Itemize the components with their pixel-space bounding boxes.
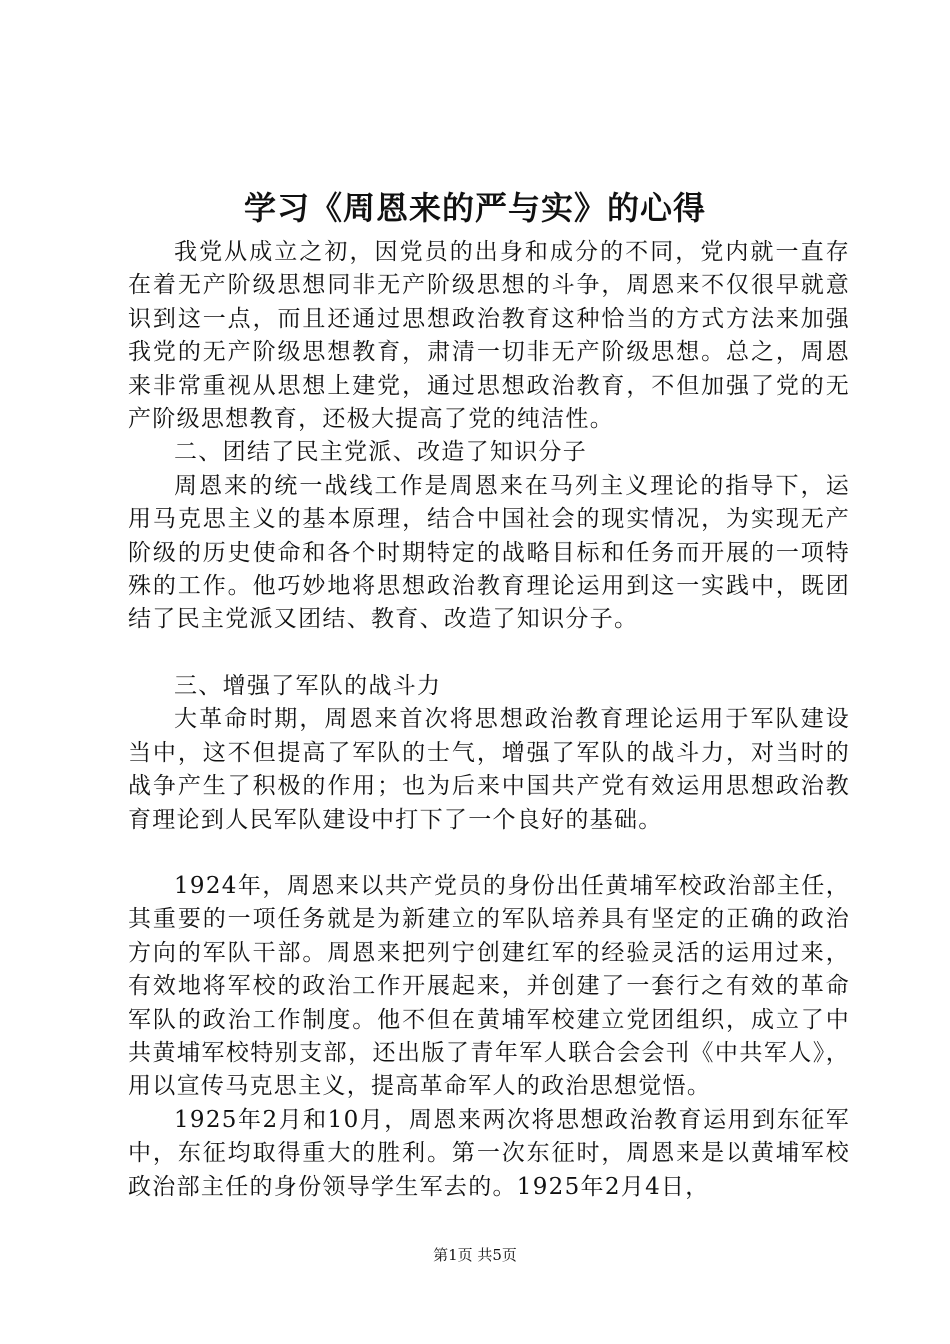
document-body	[128, 236, 850, 1204]
paragraph-eastern-expedition: 1925年2月和10月，周恩来两次将思想政治教育运用到东征军中，东征均取得重大的胜利。第一次东征时，周恩来是以黄埔军校政治部主任的身份领导学生军去的。1925年2月4日，	[128, 1106, 850, 1200]
paragraph-gap	[128, 637, 850, 670]
paragraph-united-front: 周恩来的统一战线工作是周恩来在马列主义理论的指导下，运用马克思主义的基本原理，结合中国社会的现实情况，为实现无产阶级的历史使命和各个时期特定的战略目标和任务而开展的一项特殊的工作。他巧妙地将思想政治教育理论运用到这一实践中，既团结了民主党派又团结、教育、改造了知识分子。	[128, 472, 850, 633]
paragraph-whampoa: 1924年，周恩来以共产党员的身份出任黄埔军校政治部主任，其重要的一项任务就是为新建立的军队培养具有坚定的正确的政治方向的军队干部。周恩来把列宁创建红军的经验灵活的运用过来，有效地将军校的政治工作开展起来，并创建了一套行之有效的革命军队的政治工作制度。他不但在黄埔军校建立党团组织，成立了中共黄埔军校特别支部，还出版了青年军人联合会会刊《中共军人》，用以宣传马克思主义，提高革命军人的政治思想觉悟。	[128, 872, 850, 1100]
section-heading-army: 三、增强了军队的战斗力	[174, 672, 442, 699]
section-heading-united-front: 二、团结了民主党派、改造了知识分子	[174, 439, 588, 466]
page-number-footer: 第1页 共5页	[433, 1246, 517, 1264]
paragraph-gap	[128, 837, 850, 870]
paragraph-army: 大革命时期，周恩来首次将思想政治教育理论运用于军队建设当中，这不但提高了军队的士气，增强了军队的战斗力，对当时的战争产生了积极的作用；也为后来中国共产党有效运用思想政治教育理论到人民军队建设中打下了一个良好的基础。	[128, 706, 850, 833]
paragraph-party-building: 我党从成立之初，因党员的出身和成分的不同，党内就一直存在着无产阶级思想同非无产阶级思想的斗争，周恩来不仅很早就意识到这一点，而且还通过思想政治教育这种恰当的方式方法来加强我党的无产阶级思想教育，肃清一切非无产阶级思想。总之，周恩来非常重视从思想上建党，通过思想政治教育，不但加强了党的无产阶级思想教育，还极大提高了党的纯洁性。	[128, 239, 850, 433]
document-title: 学习《周恩来的严与实》的心得	[243, 189, 706, 227]
